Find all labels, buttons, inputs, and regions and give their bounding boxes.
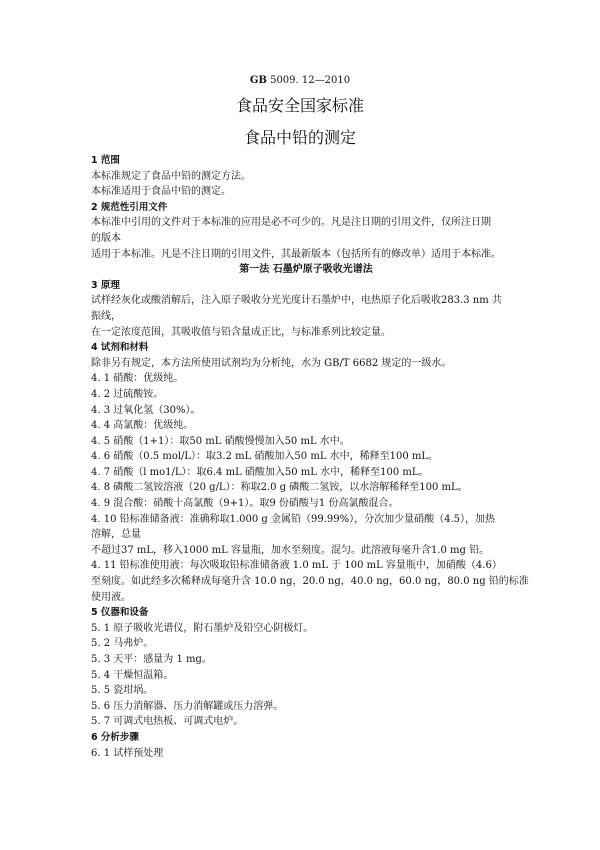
body-text-line: 4. 4 高氯酸：优级纯。 <box>91 420 194 432</box>
section-heading: 3 原理 <box>91 279 120 291</box>
body-text-line: 在一定浓度范围，其吸收值与铅含量成正比，与标准系列比较定量。 <box>91 326 391 338</box>
body-text-line: 4. 3 过氧化氢（30%）。 <box>91 404 201 416</box>
document-body <box>91 153 529 761</box>
body-text-line: 使用液。 <box>91 591 131 603</box>
body-text-line: 4. 7 硝酸（l mo1/L）：取6.4 mL 硝酸加入50 mL 水中，稀释至100 mL。 <box>91 466 429 478</box>
body-text-line: 本标准适用于食品中铅的测定。 <box>91 186 231 198</box>
body-text-line: 5. 5 瓷坩埚。 <box>91 685 154 697</box>
body-text-line: 不超过37 mL，移入1000 mL 容量瓶，加水至刻度。混匀。此溶液每毫升含1.0 mg 铅。 <box>91 544 490 556</box>
standard-code-number: 5009. 12—2010 <box>266 75 351 86</box>
body-text-line: 5. 2 马弗炉。 <box>91 638 154 650</box>
body-text-line: 除非另有规定，本方法所使用试剂均为分析纯，水为 GB/T 6682 规定的一级水。 <box>91 357 452 369</box>
body-text-line: 5. 7 可调式电热板、可调式电炉。 <box>91 716 244 728</box>
body-text-line: 5. 6 压力消解器、压力消解罐或压力溶弹。 <box>91 700 284 712</box>
method-heading: 第一法 石墨炉原子吸收光谱法 <box>239 264 373 276</box>
body-text-line: 的版本 <box>91 232 121 244</box>
section-heading: 6 分析步骤 <box>91 731 139 743</box>
body-text-line: 本标准规定了食品中铅的测定方法。 <box>91 170 251 182</box>
body-text-line: 5. 1 原子吸收光谱仪，附石墨炉及铅空心阴极灯。 <box>91 622 314 634</box>
section-heading: 2 规范性引用文件 <box>91 201 168 213</box>
body-text-line: 本标准中引用的文件对于本标准的应用是必不可少的。凡是注日期的引用文件，仅所注日期 <box>91 217 491 229</box>
body-text-line: 4. 8 磷酸二氢铵溶液（20 g/L）：称取2.0 g 磷酸二氢铵，以水溶解稀释至100 mL。 <box>91 482 468 494</box>
section-heading: 1 范围 <box>91 155 120 166</box>
body-text-line: 4. 11 铅标准使用液：每次吸取铅标准储备液 1.0 mL 于 100 mL 容量瓶中，加硝酸（4.6） <box>91 560 502 572</box>
body-text-line: 4. 2 过硫酸铵。 <box>91 388 164 400</box>
document-title: 食品安全国家标准 <box>235 96 364 115</box>
body-text-line: 4. 5 硝酸（1+1）：取50 mL 硝酸慢慢加入50 mL 水中。 <box>91 435 350 447</box>
body-text-line: 至刻度。如此经多次稀释成每毫升含 10.0 ng，20.0 ng，40.0 ng，60.0 ng，80.0 ng 铅的标准 <box>91 576 529 588</box>
section-heading: 5 仪器和设备 <box>91 607 149 619</box>
body-text-line: 振线， <box>91 310 121 322</box>
standard-number <box>0 74 600 88</box>
body-text-line: 溶解，总量 <box>91 529 141 541</box>
body-text-line: 适用于本标准。凡是不注日期的引用文件，其最新版本（包括所有的修改单）适用于本标准。 <box>91 248 501 260</box>
body-text-line: 5. 4 干燥恒温箱。 <box>91 669 174 681</box>
body-text-line: 6. 1 试样预处理 <box>91 747 164 759</box>
section-heading: 4 试剂和材料 <box>91 342 149 354</box>
standard-code-prefix: GB <box>249 75 267 86</box>
body-text-line: 4. 6 硝酸（0.5 mol/L）：取3.2 mL 硝酸加入50 mL 水中，稀释至100 mL。 <box>91 451 439 463</box>
body-text-line: 4. 9 混合酸：硝酸十高氯酸（9+1）。取9 份硝酸与1 份高氯酸混合。 <box>91 498 399 510</box>
body-text-line: 4. 1 硝酸：优级纯。 <box>91 373 184 385</box>
body-text-line: 5. 3 天平：感量为 1 mg。 <box>91 654 212 665</box>
body-text-line: 试样经灰化或酸消解后，注入原子吸收分光光度计石墨炉中，电热原子化后吸收283.3 nm 共 <box>91 295 502 307</box>
document-subtitle: 食品中铅的测定 <box>243 128 356 147</box>
body-text-line: 4. 10 铅标准储备液：准确称取1.000 g 金属铅（99.99%），分次加少量硝酸（4.5），加热 <box>91 513 496 525</box>
